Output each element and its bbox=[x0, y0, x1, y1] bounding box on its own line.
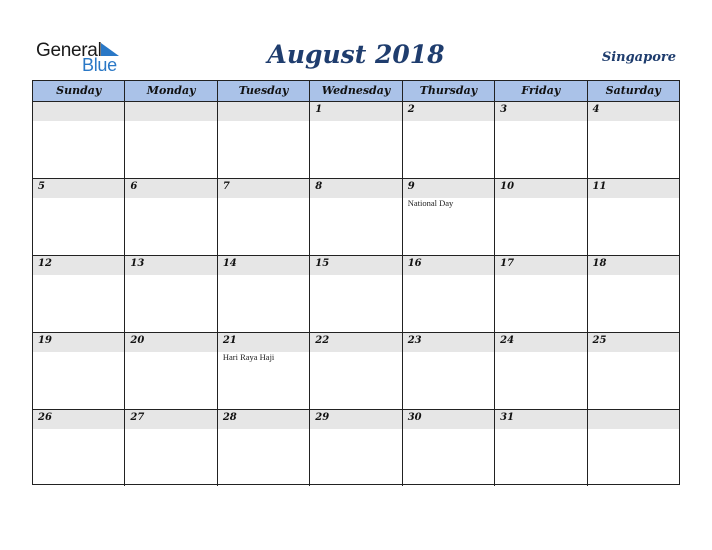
day-number: 2 bbox=[407, 104, 415, 115]
day-number: 11 bbox=[592, 181, 607, 192]
day-number-strip bbox=[495, 256, 586, 275]
day-number-strip bbox=[218, 410, 309, 429]
day-number-strip bbox=[588, 256, 679, 275]
day-cell bbox=[310, 333, 402, 409]
holiday-label: Hari Raya Haji bbox=[222, 352, 275, 362]
day-number: 15 bbox=[315, 258, 330, 269]
day-number: 29 bbox=[315, 412, 330, 423]
day-number: 9 bbox=[407, 181, 415, 192]
day-number: 5 bbox=[38, 181, 45, 192]
day-cell bbox=[33, 333, 125, 409]
day-number-strip bbox=[125, 102, 216, 121]
week-row bbox=[33, 102, 679, 179]
day-cell bbox=[218, 102, 310, 178]
weekday-header: Tuesday bbox=[218, 81, 310, 101]
week-row bbox=[33, 256, 679, 333]
day-cell bbox=[588, 102, 679, 178]
day-number-strip bbox=[218, 179, 309, 198]
day-number-strip bbox=[588, 333, 679, 352]
day-number-strip bbox=[588, 102, 679, 121]
day-number-strip bbox=[125, 333, 216, 352]
day-number: 31 bbox=[500, 412, 515, 423]
day-cell bbox=[403, 256, 495, 332]
day-cell bbox=[125, 333, 217, 409]
day-cell bbox=[403, 333, 495, 409]
day-number: 24 bbox=[500, 335, 515, 346]
day-number: 25 bbox=[592, 335, 607, 346]
day-number: 19 bbox=[38, 335, 52, 346]
day-number-strip bbox=[33, 410, 124, 429]
day-number: 12 bbox=[38, 258, 52, 269]
day-number-strip bbox=[310, 179, 401, 198]
day-number-strip bbox=[218, 333, 309, 352]
weekday-header: Sunday bbox=[33, 81, 125, 101]
day-cell bbox=[125, 256, 217, 332]
day-number: 22 bbox=[315, 335, 330, 346]
day-cell bbox=[33, 410, 125, 486]
day-number-strip bbox=[33, 333, 124, 352]
day-number-strip bbox=[310, 333, 401, 352]
day-cell bbox=[588, 179, 679, 255]
day-cell bbox=[33, 179, 125, 255]
day-cell bbox=[33, 256, 125, 332]
day-cell bbox=[495, 256, 587, 332]
day-number: 4 bbox=[592, 104, 600, 115]
day-number: 3 bbox=[500, 104, 508, 115]
day-number-strip bbox=[125, 256, 216, 275]
day-number-strip bbox=[588, 179, 679, 198]
week-row bbox=[33, 333, 679, 410]
day-number: 6 bbox=[130, 181, 138, 192]
day-cell bbox=[310, 179, 402, 255]
day-cell bbox=[495, 102, 587, 178]
day-number-strip bbox=[495, 102, 586, 121]
day-number-strip bbox=[310, 410, 401, 429]
day-number-strip bbox=[403, 102, 494, 121]
day-cell bbox=[588, 333, 679, 409]
day-number-strip bbox=[495, 410, 586, 429]
day-cell bbox=[403, 179, 495, 255]
day-number-strip bbox=[588, 410, 679, 429]
day-number: 8 bbox=[315, 181, 323, 192]
day-number-strip bbox=[218, 256, 309, 275]
day-number: 18 bbox=[592, 258, 607, 269]
day-number-strip bbox=[33, 179, 124, 198]
day-number: 16 bbox=[407, 258, 422, 269]
day-cell bbox=[125, 102, 217, 178]
day-cell bbox=[218, 333, 310, 409]
calendar-title: August 2018 bbox=[267, 40, 445, 69]
day-number-strip bbox=[403, 333, 494, 352]
day-cell bbox=[33, 102, 125, 178]
day-cell bbox=[403, 102, 495, 178]
day-cell bbox=[495, 179, 587, 255]
weekday-header-row bbox=[33, 81, 679, 102]
day-number: 28 bbox=[222, 412, 237, 423]
day-cell bbox=[310, 256, 402, 332]
day-number: 1 bbox=[315, 104, 323, 115]
logo-text-general: General bbox=[36, 40, 102, 61]
weekday-header: Wednesday bbox=[310, 81, 402, 101]
day-number-strip bbox=[33, 102, 124, 121]
logo-text-blue: Blue bbox=[82, 55, 117, 75]
day-number-strip bbox=[218, 102, 309, 121]
day-number-strip bbox=[495, 179, 586, 198]
day-number: 7 bbox=[222, 181, 230, 192]
day-cell bbox=[495, 410, 587, 486]
day-number-strip bbox=[403, 179, 494, 198]
day-number: 26 bbox=[38, 412, 52, 423]
day-cell bbox=[310, 410, 402, 486]
day-number-strip bbox=[125, 179, 216, 198]
day-number-strip bbox=[33, 256, 124, 275]
day-number: 20 bbox=[130, 335, 145, 346]
day-cell bbox=[218, 256, 310, 332]
day-cell bbox=[310, 102, 402, 178]
day-cell bbox=[125, 179, 217, 255]
weekday-header: Friday bbox=[495, 81, 587, 101]
day-cell bbox=[588, 256, 679, 332]
day-number-strip bbox=[403, 410, 494, 429]
day-number: 13 bbox=[130, 258, 145, 269]
week-row bbox=[33, 410, 679, 486]
day-number: 10 bbox=[500, 181, 515, 192]
day-number-strip bbox=[403, 256, 494, 275]
day-cell bbox=[125, 410, 217, 486]
day-cell bbox=[588, 410, 679, 486]
day-number: 21 bbox=[222, 335, 237, 346]
day-cell bbox=[218, 179, 310, 255]
day-number-strip bbox=[310, 102, 401, 121]
weekday-header: Saturday bbox=[605, 84, 661, 97]
day-cell bbox=[218, 410, 310, 486]
day-cell bbox=[495, 333, 587, 409]
week-row bbox=[33, 179, 679, 256]
day-number: 30 bbox=[407, 412, 422, 423]
day-number-strip bbox=[310, 256, 401, 275]
day-number-strip bbox=[125, 410, 216, 429]
weekday-header: Thursday bbox=[403, 81, 495, 101]
day-number: 23 bbox=[407, 335, 422, 346]
weekday-header: Monday bbox=[125, 81, 217, 101]
country-label: Singapore bbox=[601, 50, 676, 65]
day-number: 27 bbox=[130, 412, 145, 423]
day-number: 14 bbox=[222, 258, 237, 269]
day-number: 17 bbox=[500, 258, 515, 269]
day-number-strip bbox=[495, 333, 586, 352]
calendar-grid bbox=[32, 80, 680, 485]
weeks-container bbox=[33, 102, 679, 486]
holiday-label: National Day bbox=[407, 198, 454, 208]
day-cell bbox=[403, 410, 495, 486]
